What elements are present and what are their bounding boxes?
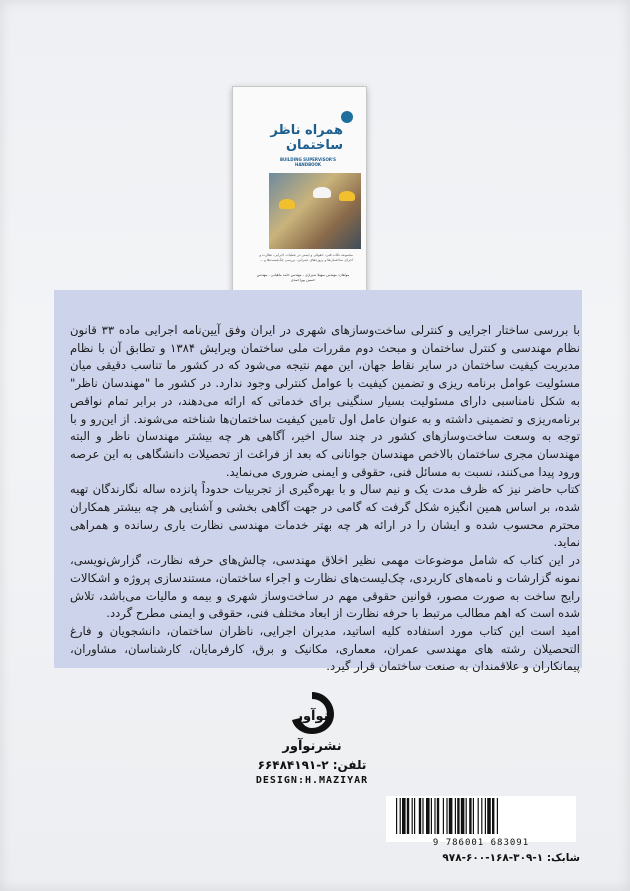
thumbnail-description: مجموعه نکات فنی، حقوقی و ایمنی در عملیات اجرایی، نظارت و اجرای ساختمان‌ها و پروژه‌های عمرانی، بررسی چک‌لیست‌ها و ... xyxy=(259,253,353,262)
publisher-logo-icon xyxy=(341,111,353,123)
barcode-bar xyxy=(412,798,413,834)
barcode-bar xyxy=(400,798,401,834)
publisher-logo-text: نوآور xyxy=(295,709,329,724)
book-cover-thumbnail xyxy=(232,86,367,296)
thumbnail-authors: مولفان: مهندس سهیلا شیرازی - مهندس حامد ماهیانی - مهندس حسین پوراحمدی xyxy=(256,273,350,282)
thumbnail-title-line1: همراه ناظر xyxy=(270,123,343,138)
barcode-digits: 9 786001 683091 xyxy=(432,838,530,848)
phone-number: تلفن: ۲-۶۶۴۸۴۱۹۱ xyxy=(257,758,367,772)
barcode-bar xyxy=(422,798,423,834)
thumbnail-title-line2: ساختمان xyxy=(285,138,343,153)
helmet-icon xyxy=(279,199,295,209)
barcode-bar xyxy=(431,798,432,834)
barcode-bar xyxy=(434,798,435,834)
barcode-bar xyxy=(487,798,491,834)
barcode-bar xyxy=(407,798,409,834)
barcode-bar xyxy=(402,798,406,834)
barcode-bar xyxy=(492,798,494,834)
barcode-bar xyxy=(485,798,486,834)
barcode-bar xyxy=(414,798,415,834)
barcode-bar xyxy=(469,798,471,834)
barcode-bar xyxy=(466,798,467,834)
barcode-bar xyxy=(478,798,479,834)
design-credit: DESIGN:H.MAZIYAR xyxy=(255,775,369,786)
barcode-bar xyxy=(443,798,444,834)
paragraph: با بررسی ساختار اجرایی و کنترلی ساخت‌وسازهای شهری در ایران وفق آیین‌نامه اجرایی ماده ۳۳ قانون نظام مهندسی و کنترل ساختمان و مبحث دوم مقررات ملی ساختمان ویرایش ۱۳۸۴ و تطابق آن با نظام مدیریت کیفیت ساختمان در سایر نقاط جهان، این مهم نتیجه می‌شود که در کشور ما تناسب دقیقی میان مسئولیت عوامل برنامه ریزی و تضمین کیفیت با عوامل کنترلی وجود ندارد. در کشور ما "مهندسان ناظر" به شکل نامناسبی دارای مسئولیت بسیار سنگینی برای خدماتی که ارائه می‌دهند، در برابر تمام نواقص برنامه‌ریزی و تضمینی داشته و به عنوان عامل اول تامین کیفیت ساختمان‌ها شناخته می‌شوند. از این‌رو و با توجه به وسعت ساخت‌وسازهای کشور در چند سال اخیر، آگاهی هر چه بیشتر مهندسان ناظر و البته مهندسان مجری ساختمان بالاخص مهندسان جوانانی که بعد از فراغت از تحصیلات دانشگاهی به این عرصه ورود پیدا می‌کنند، نسبت به مسائل فنی، حقوقی و ایمنی ضروری می‌نماید. xyxy=(70,323,580,479)
barcode-bar xyxy=(497,798,498,834)
barcode-bar xyxy=(457,798,459,834)
barcode-bar xyxy=(446,798,447,834)
description-text xyxy=(70,322,580,676)
helmet-icon xyxy=(313,187,331,198)
barcode-bar xyxy=(449,798,453,834)
cover-photo xyxy=(269,173,361,249)
paragraph: امید است این کتاب مورد استفاده کلیه اساتید، مدیران اجرایی، ناظران ساختمان، دانشجویان و فارغ التحصیلان رشته های مهندسی عمران، معماری، مکانیک و برق، کارفرمایان، کارشناسان، مشاوران، پیمانکاران و علاقمندان به صنعت ساختمان قرار گیرد. xyxy=(70,623,580,674)
barcode-bar xyxy=(461,798,465,834)
barcode-bar xyxy=(455,798,456,834)
barcode-bar xyxy=(481,798,482,834)
barcode-bar xyxy=(426,798,430,834)
thumbnail-title xyxy=(243,123,343,153)
paragraph: در این کتاب که شامل موضوعات مهمی نظیر اخلاق مهندسی، چالش‌های حرفه نظارت، گزارش‌نویسی، نمونه گزارشات و نامه‌های کاربردی، چک‌لیست‌های نظارت و اجراء ساختمان، مستندسازی پروژه و اشکالات رایج ساخت به صورت مصور، قوانین حقوقی مهم در ساخت‌وساز شهری و بیمه و مالیات می‌باشد، تلاش شده است که اهم مطالب مرتبط با حرفه نظارت از ابعاد مختلف فنی، حقوقی و ایمنی مطرح گردد. xyxy=(70,553,580,621)
barcode-bar xyxy=(419,798,421,834)
paragraph: کتاب حاضر نیز که ظرف مدت یک و نیم سال و با بهره‌گیری از تجربیات حدوداً پانزده ساله نگارندگان تهیه شده، بر اساس همین انگیزه شکل گرفت که گامی در جهت آگاهی بخشی و آشنایی هر چه بیشتر همکاران محترم محسوب شده و ایشان را در ارائه هر چه بهتر خدمات مهندسی نظارت یاری رسانده و همراهی نماید. xyxy=(70,482,580,550)
barcode-bar xyxy=(473,798,474,834)
isbn: شابک: ۱-۳۰۹-۱۶۸-۶۰۰-۹۷۸ xyxy=(442,852,580,864)
thumbnail-subtitle: BUILDING SUPERVISOR'S HANDBOOK xyxy=(279,157,337,167)
barcode xyxy=(386,796,576,842)
helmet-icon xyxy=(339,191,355,201)
barcode-bar xyxy=(437,798,439,834)
barcode-bar xyxy=(396,798,397,834)
publisher-logo xyxy=(282,688,342,738)
publisher-name: نشرنوآور xyxy=(282,739,342,754)
barcode-bars xyxy=(386,796,576,836)
